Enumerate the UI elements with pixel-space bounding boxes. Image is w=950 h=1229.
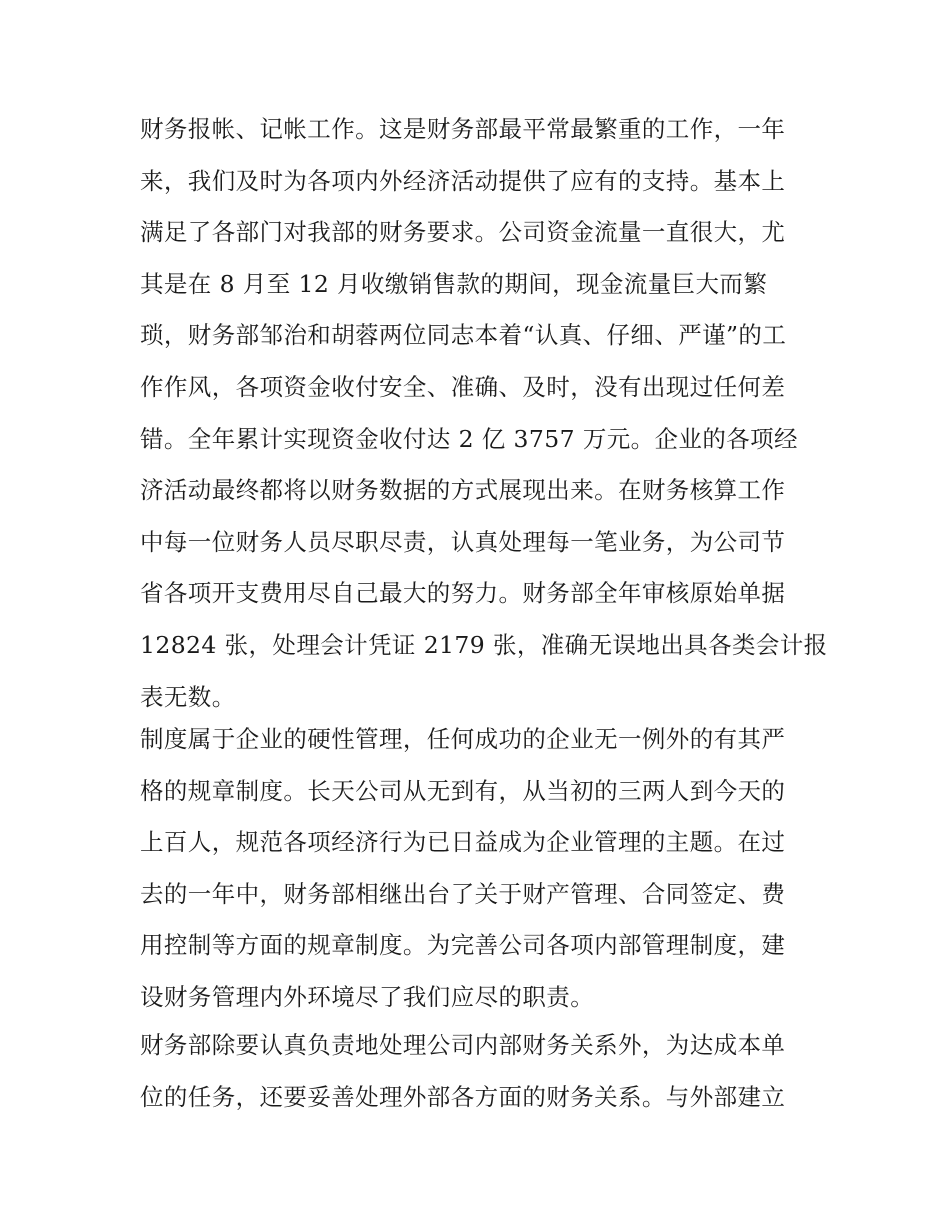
paragraph-line: 设财务管理内外环境尽了我们应尽的职责。 xyxy=(140,982,595,1011)
paragraph-line: 济活动最终都将以财务数据的方式展现出来。在财务核算工作 xyxy=(140,476,786,505)
paragraph-line: 满足了各部门对我部的财务要求。公司资金流量一直很大，尤 xyxy=(140,218,786,247)
paragraph-line: 琐，财务部邹治和胡蓉两位同志本着“认真、仔细、严谨”的工 xyxy=(140,321,787,350)
paragraph-line: 位的任务，还要妥善处理外部各方面的财务关系。与外部建立 xyxy=(140,1082,786,1111)
paragraph-line: 错。全年累计实现资金收付达 2 亿 3757 万元。企业的各项经 xyxy=(140,424,798,453)
paragraph-line: 去的一年中，财务部相继出台了关于财产管理、合同签定、费 xyxy=(140,879,786,908)
paragraph-line: 制度属于企业的硬性管理，任何成功的企业无一例外的有其严 xyxy=(140,725,786,753)
paragraph-line: 表无数。 xyxy=(140,682,236,711)
paragraph-line: 财务部除要认真负责地处理公司内部财务关系外，为达成本单 xyxy=(140,1031,786,1059)
paragraph-line: 作作风，各项资金收付安全、准确、及时，没有出现过任何差 xyxy=(140,372,786,401)
paragraph-line: 财务报帐、记帐工作。这是财务部最平常最繁重的工作，一年 xyxy=(140,115,786,143)
paragraph-regulations xyxy=(140,714,820,1024)
paragraph-line: 省各项开支费用尽自己最大的努力。财务部全年审核原始单据 xyxy=(140,579,786,608)
paragraph-line: 格的规章制度。长天公司从无到有，从当初的三两人到今天的 xyxy=(140,776,786,805)
paragraph-line: 用控制等方面的规章制度。为完善公司各项内部管理制度，建 xyxy=(140,931,786,960)
paragraph-line: 12824 张，处理会计凭证 2179 张，准确无误地出具各类会计报 xyxy=(140,630,828,659)
paragraph-line: 来，我们及时为各项内外经济活动提供了应有的支持。基本上 xyxy=(140,166,786,195)
paragraph-financial-bookkeeping xyxy=(140,104,828,723)
paragraph-external-relations xyxy=(140,1020,820,1123)
paragraph-line: 上百人，规范各项经济行为已日益成为企业管理的主题。在过 xyxy=(140,828,786,857)
paragraph-line: 其是在 8 月至 12 月收缴销售款的期间，现金流量巨大而繁 xyxy=(140,269,768,298)
paragraph-line: 中每一位财务人员尽职尽责，认真处理每一笔业务，为公司节 xyxy=(140,527,786,556)
